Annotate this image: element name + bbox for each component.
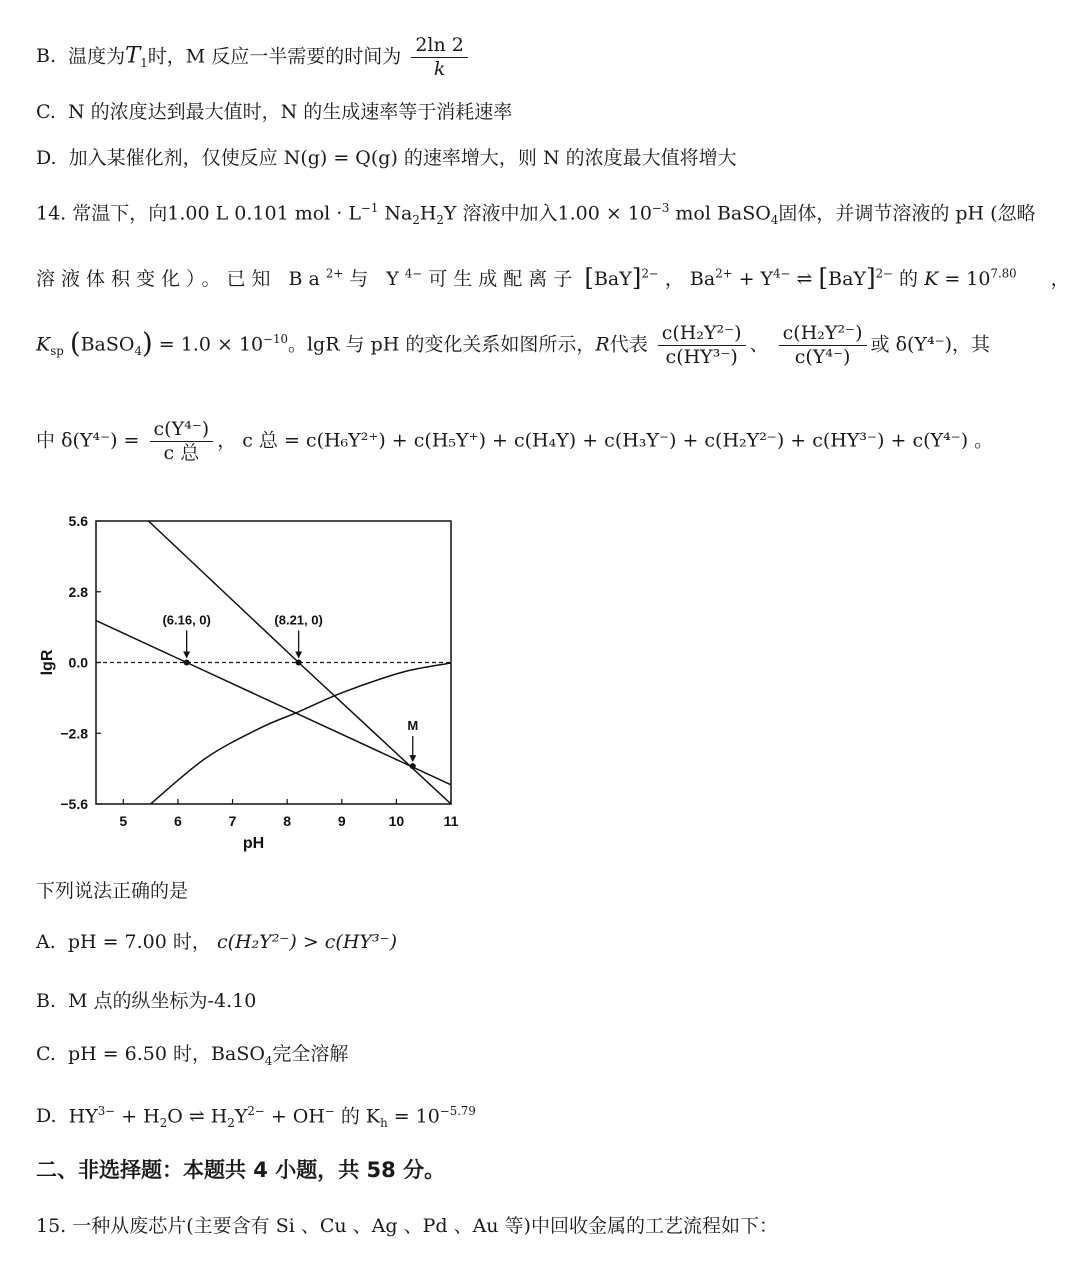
fraction-denominator: k — [433, 57, 446, 80]
y-tick-label: 5.6 — [68, 513, 88, 529]
x-tick-label: 6 — [174, 813, 182, 829]
x-tick-label: 8 — [283, 813, 292, 829]
option-expression: c(H₂Y²⁻) > c(HY³⁻) — [216, 931, 398, 953]
annotation-point — [410, 763, 416, 769]
equilibrium-arrow: ⇌ — [796, 267, 813, 290]
option-label: C. — [36, 101, 56, 123]
subscript: 2 — [159, 1116, 168, 1131]
q14-option-c — [36, 1043, 348, 1068]
fraction-denominator: c(HY³⁻) — [665, 345, 738, 368]
fraction-numerator: c(H₂Y²⁻) — [779, 322, 867, 346]
subscript: 4 — [770, 213, 779, 228]
q14-stem-line2: 溶液体积变化）。已知 $Ba^{2+}$ 与 $Y^{4-}$ 可生成配离子 [BaY]$^{2-}$ ， $Ba^{2+} + Y^{4-}$ ⇌ [BaY]$^{2-}$ 的 $K = 10^{7.80}$ ， — [36, 263, 1070, 292]
r-symbol: R — [595, 333, 610, 356]
stem-text: 的 — [899, 267, 919, 290]
superscript: 2+ — [325, 266, 344, 281]
stem-text: 固体，并调节溶液的 pH (忽略 — [778, 202, 1036, 225]
section-heading: 二、非选择题：本题共 4 小题，共 58 分。 — [36, 1158, 446, 1182]
stem-text: mol BaSO — [675, 202, 771, 225]
superscript: −3 — [651, 201, 670, 215]
option-text: + OH — [270, 1105, 325, 1128]
series-line-1 — [96, 621, 451, 785]
q13-option-b — [36, 34, 472, 81]
annotation-arrow-head — [409, 755, 416, 762]
x-axis-label: pH — [242, 835, 265, 852]
y-tick-label: 2.8 — [68, 583, 88, 600]
option-text: 温度为 — [68, 45, 126, 68]
q13-option-d — [36, 147, 737, 170]
x-tick-label: 9 — [337, 813, 346, 829]
t-subscript: 1 — [140, 56, 148, 71]
option-text: = 10 — [393, 1105, 440, 1128]
fraction-denominator: c(Y⁴⁻) — [794, 345, 851, 368]
fraction-numerator: c(H₂Y²⁻) — [658, 322, 746, 346]
option-label: B. — [36, 990, 57, 1012]
fraction — [779, 322, 867, 369]
superscript: −10 — [263, 331, 288, 346]
option-text: M 点的纵坐标为-4.10 — [68, 990, 257, 1012]
superscript: 4− — [773, 266, 791, 281]
y-axis-label: lgR — [39, 649, 56, 676]
option-label: D. — [36, 147, 57, 169]
option-text: 的 K — [340, 1105, 381, 1128]
stem-text: 与 Y — [349, 267, 405, 290]
fraction — [658, 322, 746, 369]
option-text: Y — [234, 1105, 248, 1128]
stem-text: ， — [217, 429, 237, 452]
subscript: 2 — [436, 213, 444, 228]
stem-text: Y 溶液中加入1.00 × 10 — [443, 202, 652, 225]
superscript: 4− — [404, 266, 423, 281]
annotation-label: (8.21, 0) — [274, 612, 323, 628]
option-label: B. — [36, 45, 57, 68]
stem-text: ，其 — [952, 333, 991, 356]
option-text: O ⇌ H — [167, 1105, 228, 1128]
superscript: −5.79 — [439, 1104, 476, 1118]
option-text: pH = 7.00 时， — [67, 931, 211, 953]
complex-ion: BaY — [593, 267, 632, 290]
q14-option-d — [36, 1104, 476, 1130]
fraction-numerator: c(Y⁴⁻) — [150, 418, 214, 442]
total-concentration-expression: c 总 = c(H₆Y²⁺) + c(H₅Y⁺) + c(H₄Y) + c(H₃Y⁻) + c(H₂Y²⁻) + c(HY³⁻) + c(Y⁴⁻) 。 — [242, 429, 994, 452]
option-text: N 的浓度达到最大值时，N 的生成速率等于消耗速率 — [67, 101, 513, 123]
q13-option-c — [36, 101, 512, 124]
stem-text: Na — [384, 202, 413, 225]
complex-ion: BaY — [828, 267, 866, 290]
superscript: 2− — [641, 266, 659, 281]
stem-text: 或 — [870, 333, 890, 356]
superscript: 2− — [247, 1104, 265, 1118]
x-tick-label: 5 — [119, 813, 128, 829]
option-label: D. — [36, 1105, 57, 1128]
lgr-ph-chart — [28, 506, 468, 856]
stem-text: 中 — [36, 429, 56, 452]
stem-text: 溶液体积变化）。已知 Ba — [36, 267, 326, 290]
stem-text: 。lgR 与 pH 的变化关系如图所示， — [287, 333, 596, 356]
ksp-symbol: K — [36, 333, 51, 356]
q14-stem-line3: $K_{sp}$ (BaSO$_4$) = $1.0 \times 10^{-10}$。lgR 与 pH 的变化关系如图所示，R代表 $\frac{\text{c(H₂Y²⁻)}}{\text{c(HY³⁻)}}$ 、 $\frac{\text{c(H₂Y²⁻)}}{\text{c(Y⁴⁻)}}$ 或 δ(Y⁴⁻)，其 — [36, 322, 991, 368]
stem-text: BaSO — [80, 333, 135, 356]
series-line-3 — [151, 663, 451, 804]
stem-text: ， — [1050, 267, 1070, 290]
annotation-label: (6.16, 0) — [162, 612, 211, 628]
stem-text: 、 — [749, 333, 769, 356]
option-text: 时，M 反应一半需要的时间为 — [147, 45, 402, 68]
q14-prompt: 下列说法正确的是 — [36, 880, 189, 902]
fraction-numerator: 2ln 2 — [411, 34, 468, 58]
fraction — [150, 418, 214, 465]
stem-text: ， Ba — [664, 267, 716, 290]
superscript: − — [324, 1104, 335, 1118]
option-label: A. — [36, 931, 56, 953]
superscript: −1 — [360, 201, 379, 215]
q14-stem-line4 — [36, 418, 993, 465]
subscript: 2 — [412, 213, 420, 228]
t-symbol: T — [125, 42, 141, 69]
q14-option-a — [36, 931, 397, 954]
subscript: sp — [50, 344, 64, 359]
k-symbol: K — [924, 267, 939, 290]
x-tick-label: 11 — [443, 813, 459, 829]
y-tick-label: −5.6 — [60, 796, 88, 812]
delta-expression: δ(Y⁴⁻) — [895, 333, 953, 356]
stem-text: H — [419, 202, 437, 225]
x-tick-label: 10 — [388, 813, 405, 829]
option-text: + H — [121, 1105, 160, 1128]
superscript: 2+ — [715, 266, 733, 281]
stem-text: = 1.0 × 10 — [158, 333, 264, 356]
subscript: h — [380, 1116, 388, 1131]
superscript: 2− — [875, 266, 893, 281]
superscript: 7.80 — [990, 266, 1017, 281]
annotation-point — [184, 660, 190, 666]
y-tick-label: −2.8 — [60, 725, 88, 742]
x-tick-label: 7 — [228, 813, 237, 829]
annotation-arrow-head — [295, 652, 302, 659]
subscript: 4 — [264, 1053, 273, 1068]
fraction — [411, 34, 468, 81]
q14-option-b — [36, 990, 256, 1013]
question-number: 14. — [36, 202, 67, 225]
option-text: pH = 6.50 时，BaSO — [67, 1043, 265, 1065]
q15-stem: 15. 一种从废芯片(主要含有 Si 、Cu 、Ag 、Pd 、Au 等)中回收金属的工艺流程如下： — [36, 1215, 778, 1237]
stem-text: + Y — [738, 267, 774, 290]
annotation-label: M — [407, 718, 419, 734]
option-text: HY — [68, 1105, 98, 1128]
option-text: 加入某催化剂，仅使反应 N(g) = Q(g) 的速率增大，则 N 的浓度最大值将增大 — [68, 147, 737, 169]
superscript: 3− — [97, 1104, 116, 1118]
stem-text: 常温下，向1.00 L 0.101 mol · L — [72, 202, 361, 225]
subscript: 2 — [227, 1116, 235, 1131]
fraction-denominator: c 总 — [163, 441, 200, 464]
delta-expression: δ(Y⁴⁻) = — [61, 429, 140, 452]
stem-text: = 10 — [944, 267, 991, 290]
subscript: 4 — [134, 344, 142, 359]
stem-text: 代表 — [609, 333, 648, 356]
annotation-point — [296, 660, 302, 666]
q14-stem-line1 — [36, 201, 1036, 227]
y-tick-label: 0.0 — [68, 654, 88, 671]
stem-text: 可生成配离子 — [428, 267, 579, 290]
option-text: 完全溶解 — [272, 1043, 349, 1065]
annotation-arrow-head — [183, 652, 190, 659]
option-label: C. — [36, 1043, 56, 1065]
